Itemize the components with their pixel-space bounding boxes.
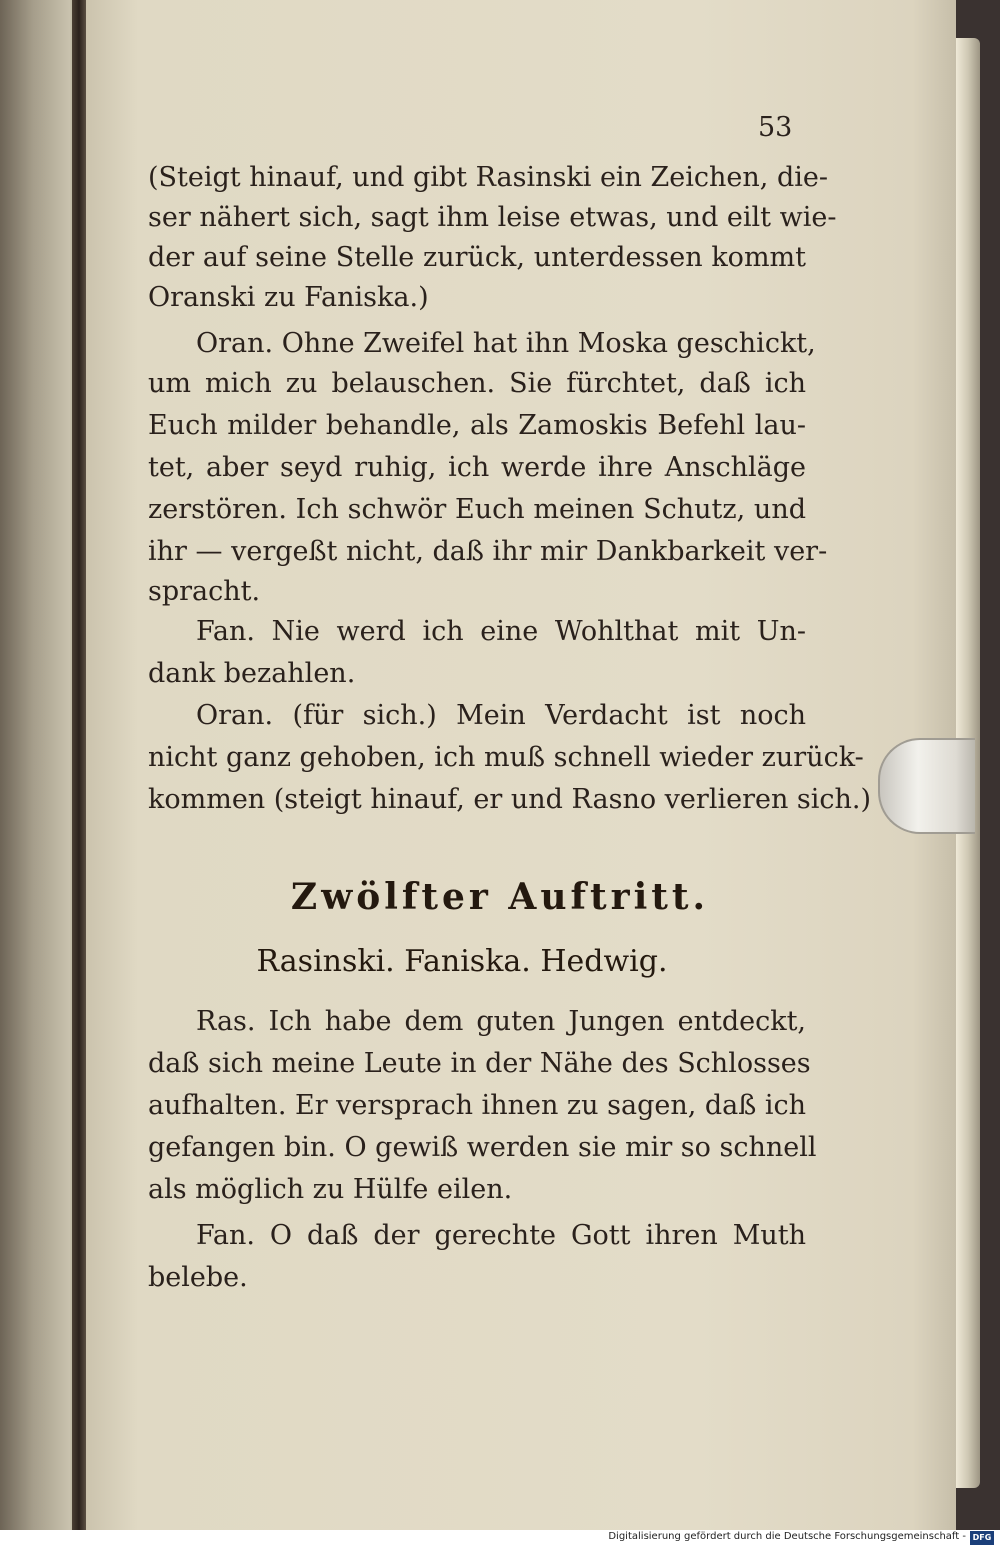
text-line: gefangen bin. O gewiß werden sie mir so schnell: [148, 1132, 817, 1163]
scene-characters: Rasinski. Faniska. Hedwig.: [256, 944, 668, 979]
book-gutter: [72, 0, 86, 1530]
text-line: Fan. Nie werd ich eine Wohlthat mit Un-: [196, 616, 806, 647]
text-line: zerstören. Ich schwör Euch meinen Schutz, und: [148, 494, 806, 525]
text-line: Fan. O daß der gerechte Gott ihren Muth: [196, 1220, 806, 1251]
left-page-edge: [0, 0, 82, 1530]
text-line: spracht.: [148, 576, 261, 607]
text-line: aufhalten. Er versprach ihnen zu sagen, daß ich: [148, 1090, 807, 1121]
dfg-logo: DFG: [970, 1531, 994, 1545]
text-line: nicht ganz gehoben, ich muß schnell wieder zurück-: [148, 742, 864, 773]
text-line: Oranski zu Faniska.): [148, 282, 429, 313]
page-clip: [878, 738, 975, 834]
text-line: kommen (steigt hinauf, er und Rasno verlieren sich.): [148, 784, 872, 815]
text-line: ser nähert sich, sagt ihm leise etwas, und eilt wie-: [148, 202, 837, 233]
text-line: als möglich zu Hülfe eilen.: [148, 1174, 513, 1205]
text-line: dank bezahlen.: [148, 658, 356, 689]
text-line: um mich zu belauschen. Sie fürchtet, daß ich: [148, 368, 806, 399]
text-line: Ras. Ich habe dem guten Jungen entdeckt,: [196, 1006, 806, 1037]
text-line: Euch milder behandle, als Zamoskis Befehl lau-: [148, 410, 806, 441]
text-line: tet, aber seyd ruhig, ich werde ihre Anschläge: [148, 452, 806, 483]
page-number: 53: [758, 112, 793, 143]
text-line: Oran. (für sich.) Mein Verdacht ist noch: [196, 700, 806, 731]
text-line: (Steigt hinauf, und gibt Rasinski ein Zeichen, die-: [148, 162, 828, 193]
text-line: daß sich meine Leute in der Nähe des Schlosses: [148, 1048, 811, 1079]
scene-heading: Zwölfter Auftritt.: [290, 876, 710, 918]
text-line: der auf seine Stelle zurück, unterdessen kommt: [148, 242, 806, 273]
text-line: belebe.: [148, 1262, 248, 1293]
text-line: Oran. Ohne Zweifel hat ihn Moska geschickt,: [196, 328, 816, 359]
text-line: ihr — vergeßt nicht, daß ihr mir Dankbarkeit ver-: [148, 536, 828, 567]
digitization-credit: Digitalisierung gefördert durch die Deutsche Forschungsgemeinschaft -: [608, 1531, 966, 1542]
